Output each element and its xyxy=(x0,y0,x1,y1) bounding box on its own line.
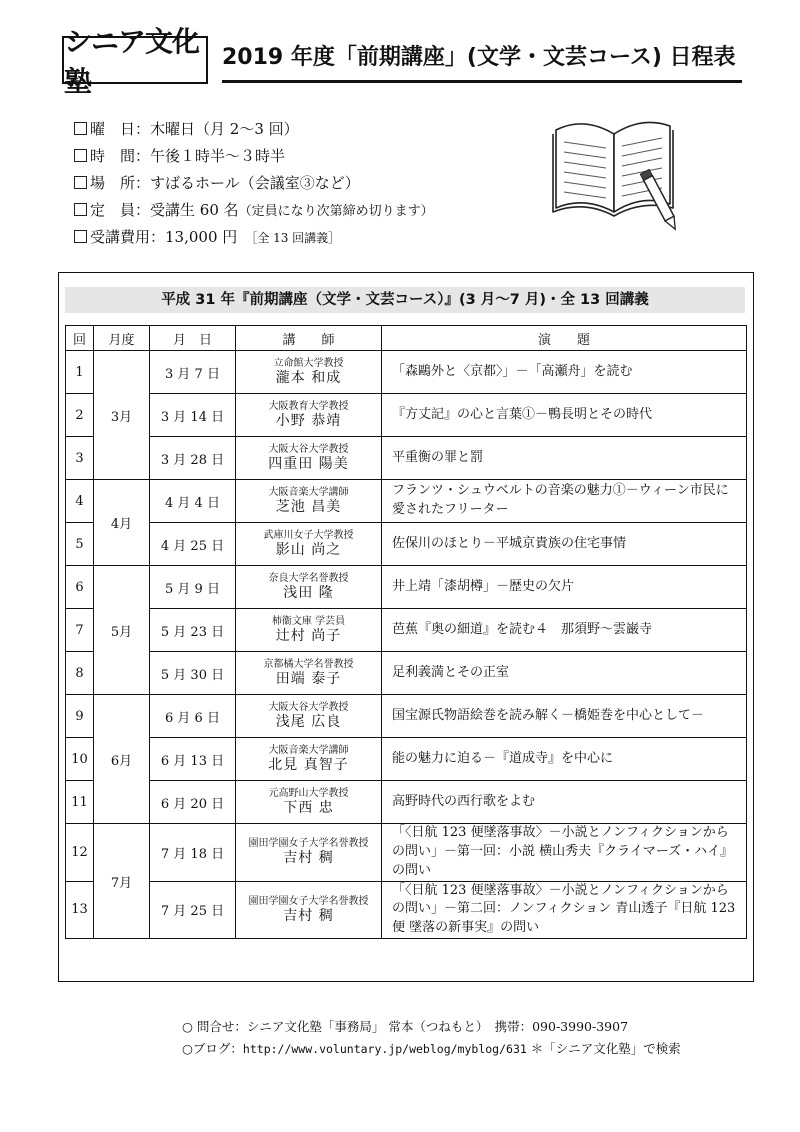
page-header xyxy=(62,25,742,98)
lecture-date: 4 月 25 日 xyxy=(150,523,236,566)
table-row xyxy=(66,695,747,738)
lecturer-cell xyxy=(236,523,382,566)
lecturer-cell xyxy=(236,652,382,695)
lecture-number: 5 xyxy=(66,523,94,566)
checkbox-icon xyxy=(74,122,87,135)
open-book-icon xyxy=(548,108,678,238)
lecture-date: 4 月 4 日 xyxy=(150,480,236,523)
info-note: （定員になり次第締め切ります） xyxy=(238,204,434,219)
info-label: 場 所： xyxy=(90,174,151,192)
lecturer-affiliation: 立命館大学教授 xyxy=(273,358,344,370)
info-label: 時 間： xyxy=(90,147,151,165)
blog-label: ○ブログ： xyxy=(182,1041,243,1056)
schedule-frame xyxy=(58,272,754,982)
table-row xyxy=(66,566,747,609)
lecture-topic: 足利義満とその正室 xyxy=(382,652,747,695)
lecturer-cell xyxy=(236,781,382,824)
info-value: 13,000 円 xyxy=(165,228,238,246)
info-place xyxy=(74,170,544,197)
lecture-topic: 平重衡の罪と罰 xyxy=(382,437,747,480)
lecturer-affiliation: 大阪音楽大学講師 xyxy=(268,745,349,757)
lecture-number: 12 xyxy=(66,824,94,882)
lecturer-name: 吉村 稠 xyxy=(283,907,334,924)
lecturer-affiliation: 奈良大学名誉教授 xyxy=(268,573,349,585)
checkbox-icon xyxy=(74,176,87,189)
month-cell: 3月 xyxy=(94,351,150,480)
lecture-topic: 高野時代の西行歌をよむ xyxy=(382,781,747,824)
col-header-topic: 演 題 xyxy=(382,326,747,351)
lecturer-affiliation: 園田学園女子大学名誉教授 xyxy=(248,896,369,907)
lecturer-name: 吉村 稠 xyxy=(283,849,334,866)
lecture-topic: 芭蕉『奥の細道』を読む４ 那須野～雲巌寺 xyxy=(382,609,747,652)
lecture-topic: フランツ・シュウベルトの音楽の魅力①－ウィーン市民に愛されたフリーター xyxy=(382,480,747,523)
lecture-date: 5 月 23 日 xyxy=(150,609,236,652)
lecture-topic: 「〈日航 123 便墜落事故〉－小説とノンフィクションからの問い」－第二回：ノンフィクション 青山透子『日航 123 便 墜落の新事実』の問い xyxy=(382,881,747,939)
lecture-number: 9 xyxy=(66,695,94,738)
lecture-number: 6 xyxy=(66,566,94,609)
lecture-number: 10 xyxy=(66,738,94,781)
lecture-topic: 井上靖「漆胡樽」－歴史の欠片 xyxy=(382,566,747,609)
lecture-topic: 国宝源氏物語絵巻を読み解く－橋姫巻を中心として－ xyxy=(382,695,747,738)
table-row xyxy=(66,781,747,824)
table-row xyxy=(66,480,747,523)
lecture-topic: 能の魅力に迫る－『道成寺』を中心に xyxy=(382,738,747,781)
lecture-date: 7 月 25 日 xyxy=(150,881,236,939)
lecturer-name: 浅田 隆 xyxy=(283,584,334,601)
lecture-topic: 佐保川のほとり－平城京貴族の住宅事情 xyxy=(382,523,747,566)
lecturer-cell xyxy=(236,695,382,738)
col-header-lecturer: 講 師 xyxy=(236,326,382,351)
month-cell: 5月 xyxy=(94,566,150,695)
table-row xyxy=(66,351,747,394)
info-value: 木曜日（月 2〜3 回） xyxy=(150,120,299,138)
lecture-number: 8 xyxy=(66,652,94,695)
lecturer-affiliation: 大阪音楽大学講師 xyxy=(268,487,349,499)
table-row xyxy=(66,523,747,566)
lecturer-affiliation: 柿衞文庫 学芸員 xyxy=(271,616,346,628)
info-value: 午後１時半〜３時半 xyxy=(150,147,286,165)
contact-line: ○ 問合せ：シニア文化塾「事務局」 常本（つねもと） 携帯：090-3990-3907 xyxy=(182,1019,629,1034)
page-title: 2019 年度「前期講座」(文学・文芸コース) 日程表 xyxy=(222,38,742,83)
lecturer-name: 田端 泰子 xyxy=(275,670,342,687)
table-row xyxy=(66,437,747,480)
lecture-number: 7 xyxy=(66,609,94,652)
lecturer-name: 四重田 陽美 xyxy=(268,455,349,472)
month-cell: 6月 xyxy=(94,695,150,824)
lecturer-affiliation: 武庫川女子大学教授 xyxy=(263,530,354,542)
info-capacity xyxy=(74,197,544,224)
lecture-number: 13 xyxy=(66,881,94,939)
lecturer-cell xyxy=(236,437,382,480)
lecture-date: 5 月 9 日 xyxy=(150,566,236,609)
checkbox-icon xyxy=(74,149,87,162)
lecturer-cell xyxy=(236,738,382,781)
schedule-table xyxy=(65,325,747,939)
table-header-row xyxy=(66,326,747,351)
lecturer-name: 浅尾 広良 xyxy=(275,713,342,730)
table-row xyxy=(66,881,747,939)
lecture-date: 6 月 6 日 xyxy=(150,695,236,738)
table-row xyxy=(66,824,747,882)
blog-line xyxy=(182,1038,681,1060)
info-label: 受講費用： xyxy=(90,228,166,246)
logo: シニア文化塾 xyxy=(62,36,208,84)
table-row xyxy=(66,394,747,437)
lecturer-name: 北見 真智子 xyxy=(268,756,349,773)
blog-url-link[interactable]: http://www.voluntary.jp/weblog/myblog/631 xyxy=(242,1042,527,1056)
info-value: すばるホール（会議室③など） xyxy=(150,174,360,192)
schedule-banner: 平成 31 年『前期講座（文学・文芸コース）』(3 月〜7 月)・全 13 回講義 xyxy=(65,287,745,313)
lecturer-cell xyxy=(236,394,382,437)
lecturer-affiliation: 園田学園女子大学名誉教授 xyxy=(248,838,369,850)
lecturer-affiliation: 大阪大谷大学教授 xyxy=(268,702,349,714)
blog-search-note: ＊「シニア文化塾」で検索 xyxy=(526,1041,681,1056)
info-label: 定 員： xyxy=(90,201,151,219)
lecturer-affiliation: 元高野山大学教授 xyxy=(268,788,349,800)
month-cell: 4月 xyxy=(94,480,150,566)
lecture-date: 6 月 13 日 xyxy=(150,738,236,781)
table-row xyxy=(66,738,747,781)
lecture-topic: 「〈日航 123 便墜落事故〉－小説とノンフィクションからの問い」－第一回：小説 横山秀夫『クライマーズ・ハイ』の問い xyxy=(382,824,747,882)
col-header-month: 月度 xyxy=(94,326,150,351)
lecturer-affiliation: 大阪教育大学教授 xyxy=(268,401,349,413)
col-header-date: 月 日 xyxy=(150,326,236,351)
lecturer-cell xyxy=(236,480,382,523)
checkbox-icon xyxy=(74,230,87,243)
lecture-topic: 「森鷗外と〈京都〉」－「高瀬舟」を読む xyxy=(382,351,747,394)
month-cell: 7月 xyxy=(94,824,150,939)
lecturer-affiliation: 大阪大谷大学教授 xyxy=(268,444,349,456)
col-header-no: 回 xyxy=(66,326,94,351)
course-info xyxy=(74,116,544,251)
info-label: 曜 日： xyxy=(90,120,151,138)
info-time xyxy=(74,143,544,170)
lecture-date: 7 月 18 日 xyxy=(150,824,236,882)
lecturer-name: 小野 恭靖 xyxy=(275,412,342,429)
lecture-date: 3 月 7 日 xyxy=(150,351,236,394)
info-value: 受講生 60 名 xyxy=(150,201,239,219)
lecture-date: 6 月 20 日 xyxy=(150,781,236,824)
lecture-number: 1 xyxy=(66,351,94,394)
lecturer-name: 下西 忠 xyxy=(283,799,334,816)
lecture-number: 2 xyxy=(66,394,94,437)
table-row xyxy=(66,652,747,695)
lecturer-name: 瀧本 和成 xyxy=(275,369,342,386)
lecturer-name: 辻村 尚子 xyxy=(275,627,342,644)
lecture-topic: 『方丈記』の心と言葉①－鴨長明とその時代 xyxy=(382,394,747,437)
lecturer-name: 芝池 昌美 xyxy=(275,498,342,515)
lecturer-cell xyxy=(236,566,382,609)
checkbox-icon xyxy=(74,203,87,216)
contact-info xyxy=(182,1016,681,1060)
lecturer-cell xyxy=(236,881,382,939)
info-fee xyxy=(74,224,544,251)
lecture-date: 5 月 30 日 xyxy=(150,652,236,695)
info-day xyxy=(74,116,544,143)
lecturer-name: 影山 尚之 xyxy=(275,541,342,558)
lecturer-cell xyxy=(236,824,382,882)
table-row xyxy=(66,609,747,652)
lecture-number: 3 xyxy=(66,437,94,480)
lecturer-cell xyxy=(236,351,382,394)
info-note: ［全 13 回講義］ xyxy=(245,231,341,245)
lecture-number: 11 xyxy=(66,781,94,824)
lecture-date: 3 月 14 日 xyxy=(150,394,236,437)
lecture-number: 4 xyxy=(66,480,94,523)
lecturer-cell xyxy=(236,609,382,652)
lecturer-affiliation: 京都橘大学名誉教授 xyxy=(263,659,354,671)
lecture-date: 3 月 28 日 xyxy=(150,437,236,480)
